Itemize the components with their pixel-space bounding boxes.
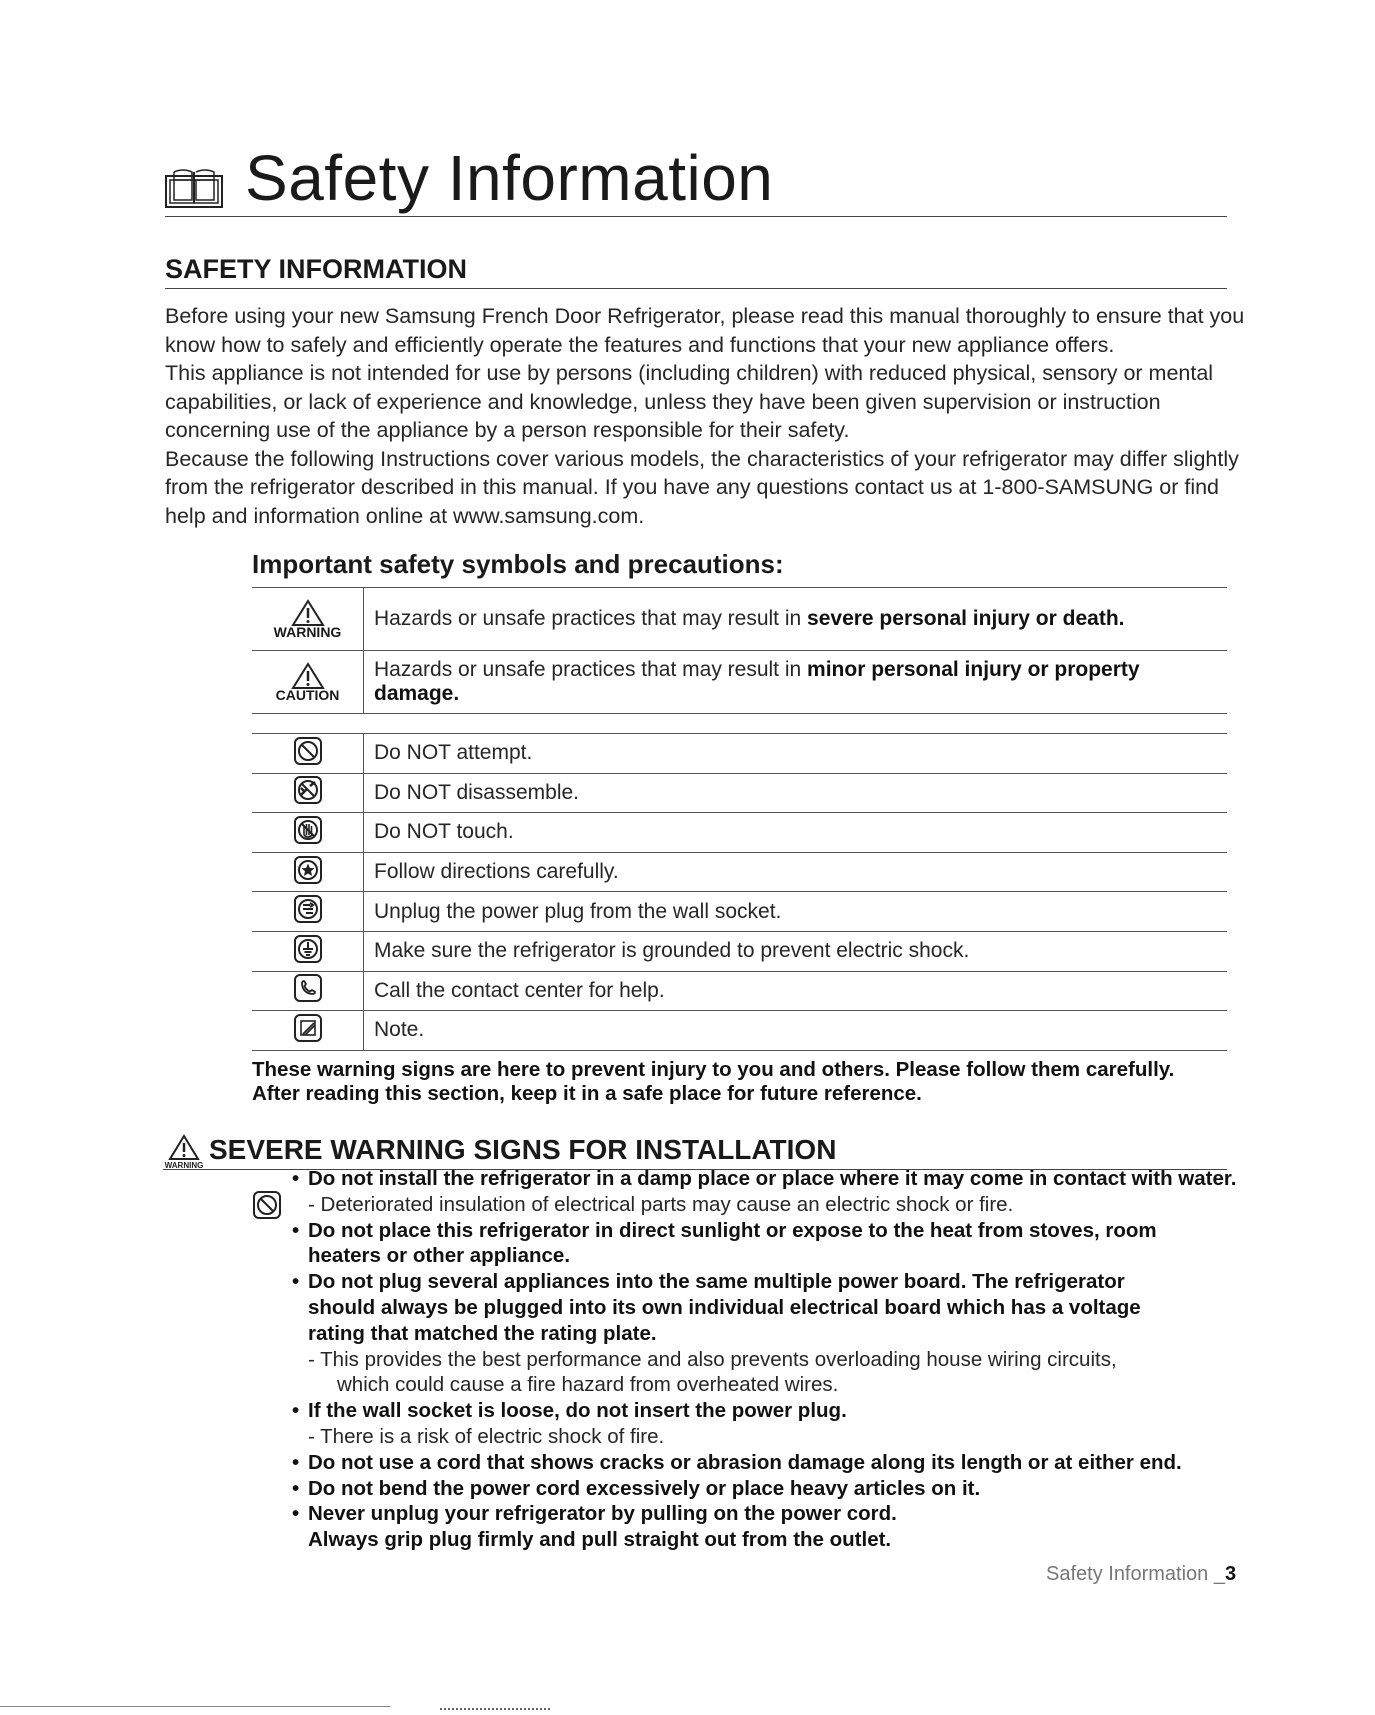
table-row: [252, 1011, 1227, 1051]
scan-edge-dash: [440, 1708, 550, 1710]
caution-triangle-icon: [291, 662, 325, 690]
warning-triangle-icon: [291, 599, 325, 627]
list-item-continuation: should always be plugged into its own individual electrical board which has a voltage: [308, 1295, 1141, 1319]
list-item-continuation: Always grip plug firmly and pull straight out from the outlet.: [308, 1528, 892, 1552]
list-item-detail: - Deteriorated insulation of electrical parts may cause an electric shock or fire.: [308, 1192, 1014, 1216]
intro-paragraph: This appliance is not intended for use by persons (including children) with reduced physical, sensory or mental capabilities, or lack of experience and knowledge, unless they have been given supervision or instruction concerning use of the appliance by a person responsible for their safety.: [165, 361, 1214, 442]
table-row: [252, 588, 1227, 651]
scan-edge-line: [0, 1706, 390, 1707]
hazard-strong: severe personal injury or death.: [807, 607, 1125, 630]
page-header: [165, 142, 1227, 217]
hazard-strong: minor personal injury or property damage.: [374, 658, 1140, 705]
table-row: [252, 734, 1227, 774]
symbol-description: Do NOT touch.: [364, 813, 1228, 853]
list-item-detail: which could cause a fire hazard from overheated wires.: [337, 1373, 839, 1397]
table-row: [252, 813, 1227, 853]
symbol-description: Unplug the power plug from the wall socket.: [364, 892, 1228, 932]
no-disassemble-icon: [293, 775, 323, 805]
caution-cell: [252, 651, 364, 714]
page-footer: [1046, 1563, 1236, 1586]
warning-label: WARNING: [273, 623, 342, 640]
hazard-text: Hazards or unsafe practices that may result in: [374, 607, 808, 630]
table-row: [252, 773, 1227, 813]
severe-warning-label: WARNING: [164, 1161, 204, 1170]
closing-line: After reading this section, keep it in a safe place for future reference.: [252, 1082, 922, 1105]
closing-line: These warning signs are here to prevent injury to you and others. Please follow them carefully.: [252, 1058, 1175, 1081]
symbol-description: Make sure the refrigerator is grounded to prevent electric shock.: [364, 931, 1228, 971]
severe-warning-header: [163, 1133, 1227, 1170]
caution-label: CAUTION: [275, 686, 340, 703]
hazard-table: [252, 587, 1227, 714]
no-attempt-icon: [252, 1190, 282, 1220]
table-row: [252, 971, 1227, 1011]
intro-paragraph: Because the following Instructions cover various models, the characteristics of your refrigerator may differ slightly from the refrigerator described in this manual. If you have any questions contact us at 1-800-SAMSUNG or find help and information online at www.samsung.com.: [165, 446, 1239, 528]
list-item: • Do not place this refrigerator in direct sunlight or expose to the heat from stoves, room: [292, 1218, 1157, 1242]
hazard-text: Hazards or unsafe practices that may result in: [374, 658, 808, 681]
table-row: [252, 892, 1227, 932]
note-icon: [293, 1013, 323, 1043]
table-row: [252, 931, 1227, 971]
table-row: [252, 852, 1227, 892]
list-item-detail: - There is a risk of electric shock of fire.: [308, 1424, 665, 1448]
closing-note: [252, 1058, 1252, 1106]
list-item: • Do not install the refrigerator in a damp place or place where it may come in contact with water.: [292, 1167, 1237, 1190]
list-item-detail: - This provides the best performance and also prevents overloading house wiring circuits,: [308, 1347, 1117, 1371]
symbol-description: Follow directions carefully.: [364, 852, 1228, 892]
symbol-description: Note.: [364, 1011, 1228, 1051]
list-item: • Do not plug several appliances into the same multiple power board. The refrigerator: [292, 1270, 1125, 1294]
severe-warning-title: SEVERE WARNING SIGNS FOR INSTALLATION: [209, 1134, 837, 1165]
warning-cell: [252, 588, 364, 651]
ground-icon: [293, 934, 323, 964]
list-item: • Never unplug your refrigerator by pulling on the power cord.: [292, 1502, 897, 1526]
symbol-table: [252, 733, 1227, 1051]
section-title: SAFETY INFORMATION: [165, 254, 1227, 289]
list-item: • If the wall socket is loose, do not insert the power plug.: [292, 1399, 847, 1423]
intro-paragraph: Before using your new Samsung French Door Refrigerator, please read this manual thoroughly to ensure that you know how to safely and efficiently operate the features and functions that your new appliance offers.: [165, 304, 1245, 357]
no-attempt-icon: [293, 736, 323, 766]
severe-warning-list: [290, 1166, 1250, 1553]
table-row: [252, 651, 1227, 714]
symbol-description: Do NOT disassemble.: [364, 773, 1228, 813]
symbol-description: Call the contact center for help.: [364, 971, 1228, 1011]
phone-icon: [293, 973, 323, 1003]
list-item-continuation: heaters or other appliance.: [308, 1244, 571, 1268]
symbol-description: Do NOT attempt.: [364, 734, 1228, 774]
no-touch-icon: [293, 815, 323, 845]
warning-triangle-icon: [163, 1133, 205, 1171]
hazard-description: [364, 651, 1228, 714]
list-item: • Do not use a cord that shows cracks or abrasion damage along its length or at either end.: [292, 1450, 1182, 1474]
book-icon: [165, 168, 223, 208]
list-item-continuation: rating that matched the rating plate.: [308, 1321, 657, 1345]
intro-text: [165, 302, 1245, 530]
page-title: Safety Information: [245, 142, 774, 214]
symbols-title: Important safety symbols and precautions:: [252, 549, 784, 579]
follow-directions-icon: [293, 855, 323, 885]
unplug-icon: [293, 894, 323, 924]
list-item: • Do not bend the power cord excessively or place heavy articles on it.: [292, 1476, 981, 1500]
footer-text: Safety Information _: [1046, 1563, 1225, 1585]
hazard-description: [364, 588, 1228, 651]
page-number: 3: [1224, 1563, 1237, 1585]
